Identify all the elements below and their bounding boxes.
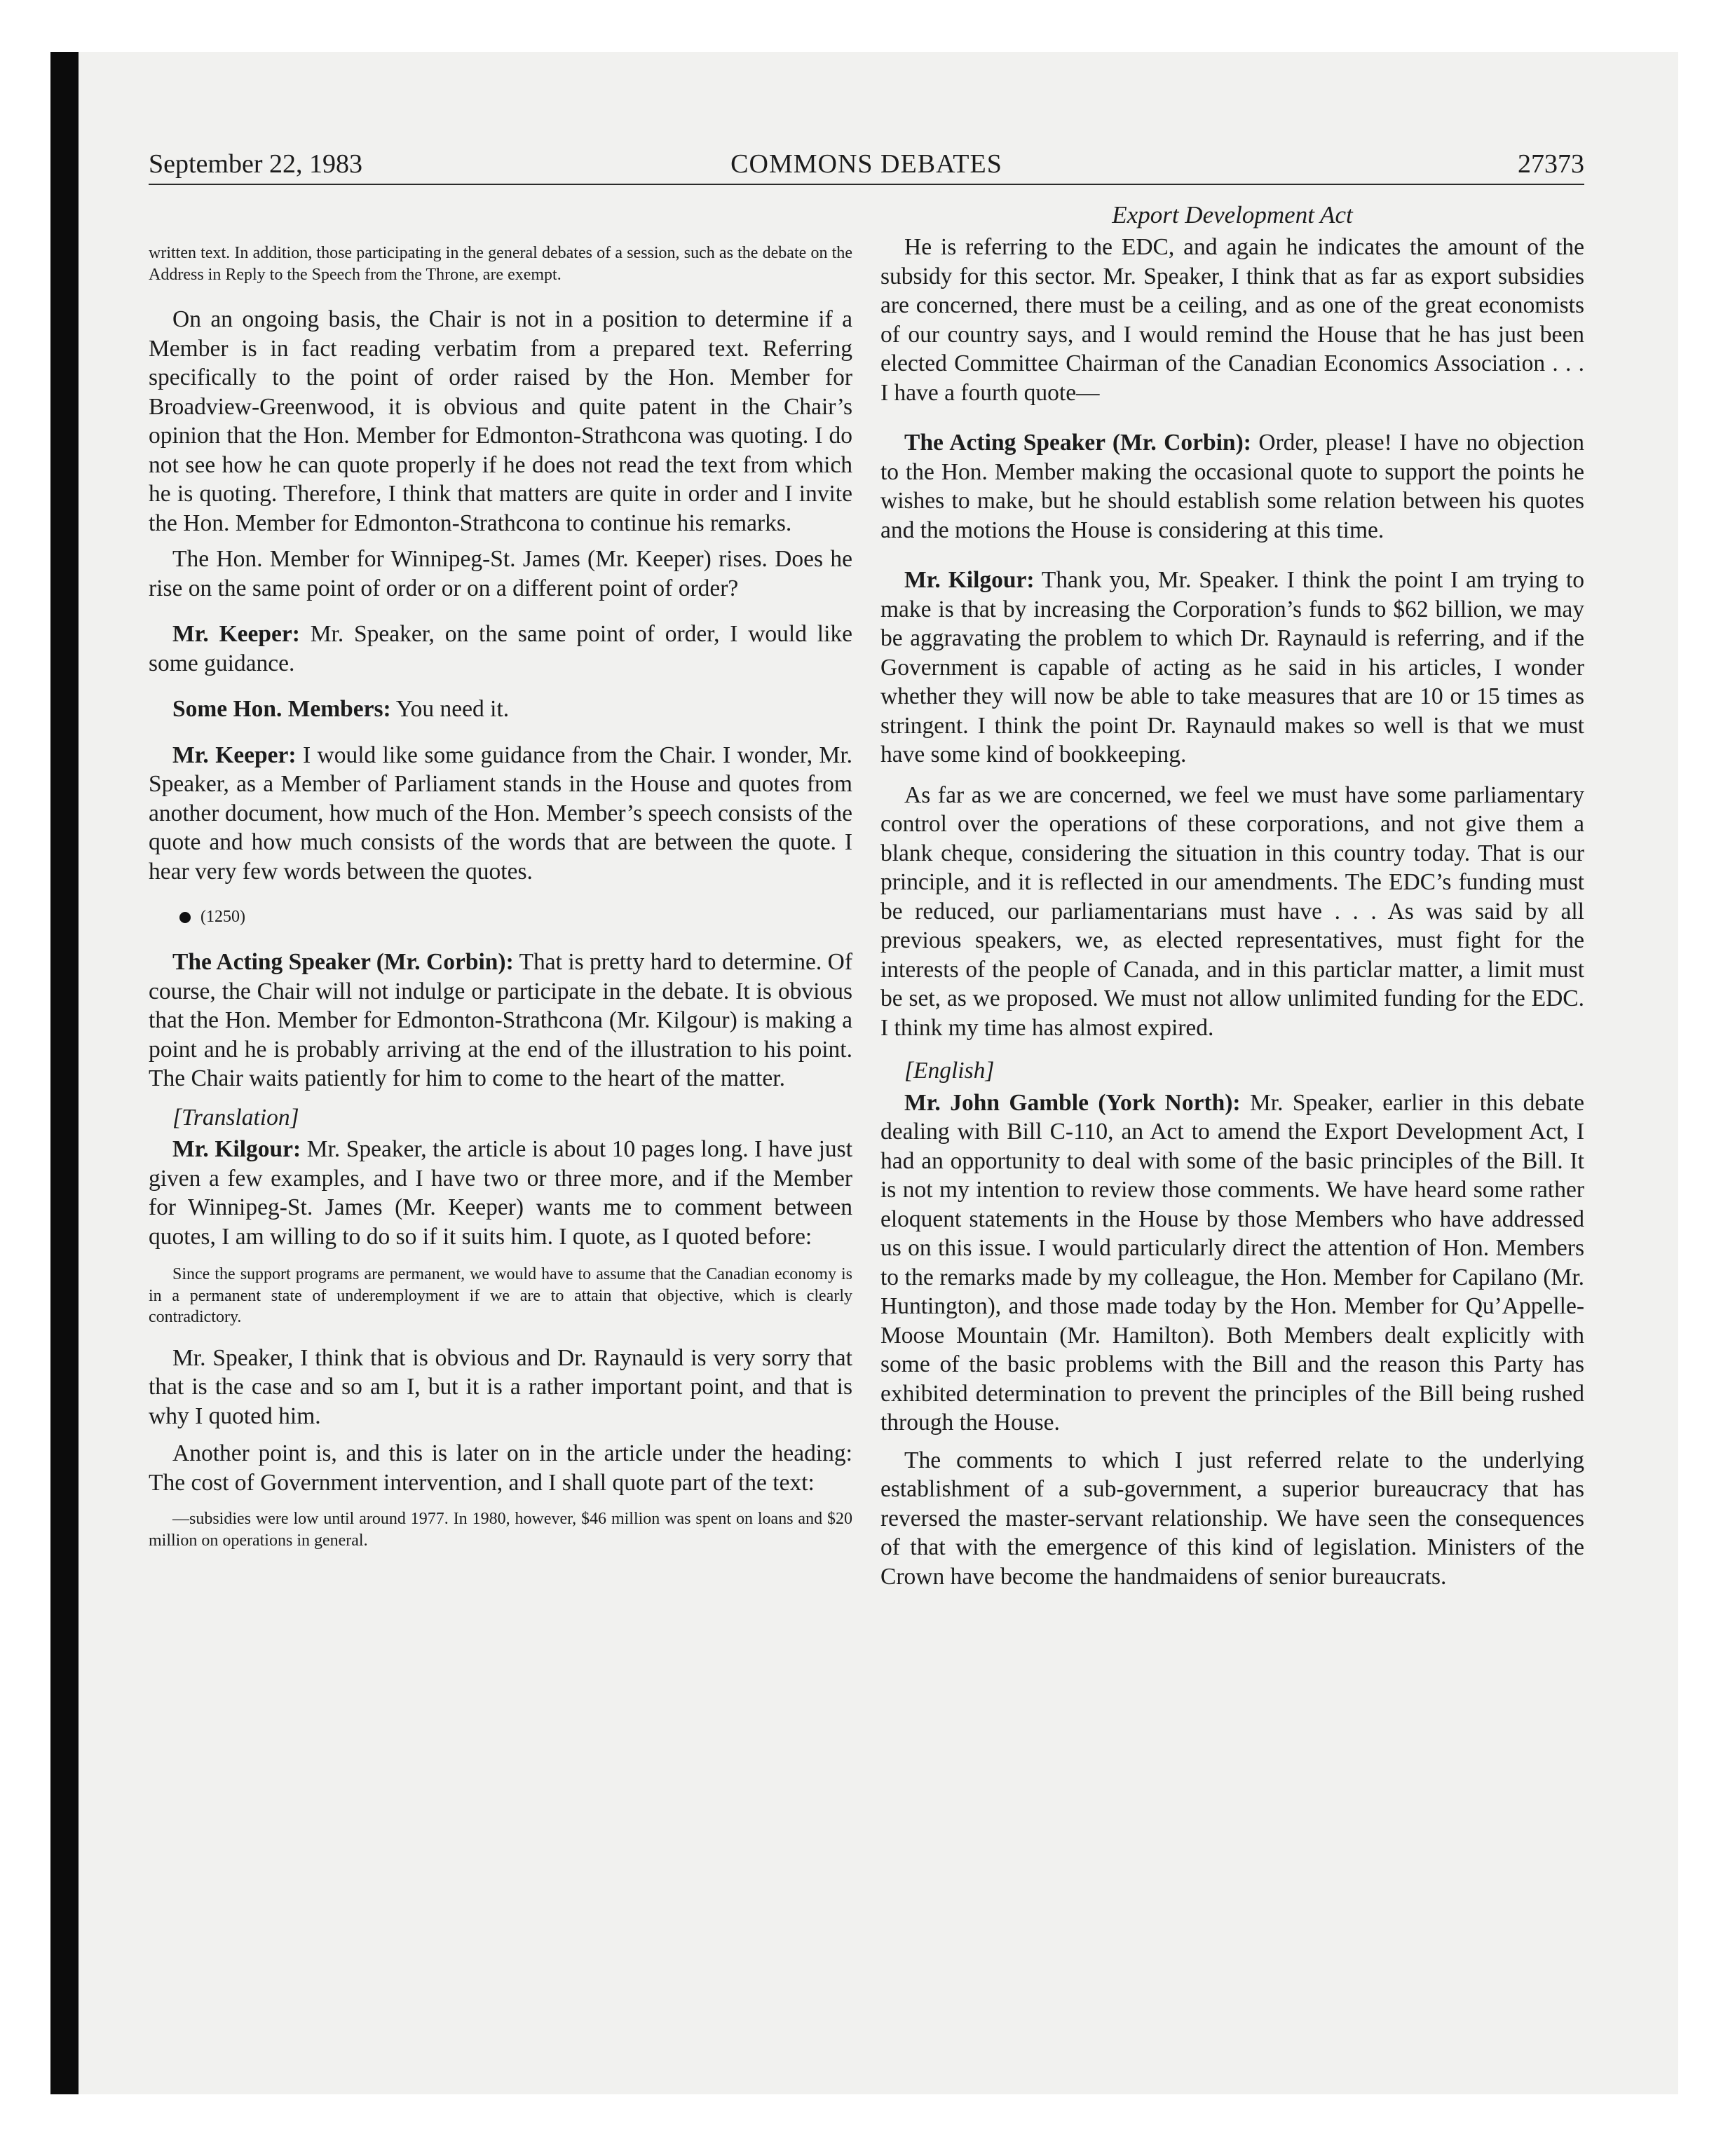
paragraph: He is referring to the EDC, and again he indicates the amount of the subsidy for this sector. Mr. Speaker, I think that as far as export subsidies are concerned, there must be a ceiling, and as one of the great economists of our country says, and I would remind the House that he has just been elected Committee Chairman of the Canadian Economics Association . . . I have a fourth quote— bbox=[880, 234, 1584, 406]
speaker-name: Mr. John Gamble (York North): bbox=[904, 1089, 1241, 1116]
speech-paragraph bbox=[149, 620, 852, 678]
left-column bbox=[149, 199, 852, 1551]
language-tag: [English] bbox=[904, 1058, 995, 1084]
running-title: Export Development Act bbox=[1112, 201, 1353, 228]
speech-paragraph bbox=[149, 695, 852, 724]
right-column bbox=[880, 199, 1584, 1591]
header-page-number: 27373 bbox=[1518, 149, 1584, 179]
speaker-name: Mr. Kilgour: bbox=[904, 567, 1035, 593]
language-tag: [Translation] bbox=[172, 1104, 299, 1131]
time-marker bbox=[149, 906, 852, 928]
paragraph: On an ongoing basis, the Chair is not in a position to determine if a Member is in fact reading verbatim from a prepared text. Referring specifically to the point of order raised by the Hon. Member for Broadview-Greenwood, it is obvious and quite patent in the Chair’s opinion that the Hon. Member for Edmonton-Strathcona was quoting. I do not see how he can quote properly if he does not read the text from which he is quoting. Therefore, I think that matters are quite in order and I invite the Hon. Member for Edmonton-Strathcona to continue his remarks. bbox=[149, 306, 852, 536]
speech-text: Mr. Speaker, earlier in this debate dealing with Bill C-110, an Act to amend the Export Development Act, I had an opportunity to deal with some of the basic principles of the Bill. It is not my intention to review those comments. We have heard some rather eloquent statements in the House by those Members who have addressed us on this issue. I would particularly direct the attention of Hon. Members to the remarks made by my colleague, the Hon. Member for Capilano (Mr. Huntington), and those made today by the Hon. Member for Qu’Appelle-Moose Mountain (Mr. Hamilton). Both Members dealt explicitly with some of the basic problems with the Bill and the reason this Party has exhibited determination to prevent the principles of the Bill being rushed through the House. bbox=[880, 1089, 1584, 1435]
speech-paragraph bbox=[880, 1089, 1584, 1438]
header-rule bbox=[149, 184, 1584, 185]
paragraph: Mr. Speaker, I think that is obvious and Dr. Raynauld is very sorry that that is the case and so am I, but it is a rather important point, and that is why I quoted him. bbox=[149, 1344, 852, 1429]
speech-paragraph bbox=[880, 566, 1584, 770]
paragraph: The Hon. Member for Winnipeg-St. James (Mr. Keeper) rises. Does he rise on the same point of order or on a different point of order? bbox=[149, 546, 852, 601]
speech-text: I would like some guidance from the Chair. I wonder, Mr. Speaker, as a Member of Parliament stands in the House and quotes from another document, how much of the Hon. Member’s speech consists of the quote and how much consists of the words that are between the quote. I hear very few words between the quotes. bbox=[149, 742, 853, 885]
speech-paragraph bbox=[880, 428, 1584, 545]
paragraph: Another point is, and this is later on in the article under the heading: The cost of Government intervention, and I shall quote part of the text: bbox=[149, 1440, 852, 1496]
block-quote: Since the support programs are permanent, we would have to assume that the Canadian economy is in a permanent state of underemployment if we are to attain that objective, which is clearly contradictory. bbox=[149, 1265, 852, 1326]
speech-text: Order, please! I have no objection to the Hon. Member making the occasional quote to support the points he wishes to make, but he should establish some relation between his quotes and the motions the House is considering at this time. bbox=[880, 430, 1584, 543]
paragraph: As far as we are concerned, we feel we must have some parliamentary control over the operations of these corporations, and not give them a blank cheque, considering the situation in this country today. That is our principle, and it is reflected in our amendments. The EDC’s funding must be reduced, our parliamentarians must have . . . As was said by all previous speakers, we, as elected representatives, must fight for the interests of the people of Canada, and in this particlar matter, a limit must be set, as we proposed. We must not allow unlimited funding for the EDC. I think my time has almost expired. bbox=[880, 782, 1584, 1041]
speech-text: That is pretty hard to determine. Of course, the Chair will not indulge or participate in the debate. It is obvious that the Hon. Member for Edmonton-Strathcona (Mr. Kilgour) is making a point and he is probably arriving at the end of the illustration to his point. The Chair waits patiently for him to come to the heart of the matter. bbox=[149, 949, 852, 1091]
speech-paragraph bbox=[149, 741, 852, 887]
speech-text: Mr. Speaker, the article is about 10 pages long. I have just given a few examples, and I have two or three more, and if the Member for Winnipeg-St. James (Mr. Keeper) wants me to comment between quotes, I am willing to do so if it suits him. I quote, as I quoted before: bbox=[149, 1136, 852, 1250]
speech-text: Mr. Speaker, on the same point of order, I would like some guidance. bbox=[149, 621, 853, 676]
header-title: COMMONS DEBATES bbox=[730, 149, 1002, 179]
speech-text: You need it. bbox=[390, 696, 510, 722]
speaker-name: The Acting Speaker (Mr. Corbin): bbox=[904, 430, 1251, 456]
speaker-name: The Acting Speaker (Mr. Corbin): bbox=[172, 949, 514, 975]
speech-paragraph bbox=[149, 1135, 852, 1251]
speaker-name: Some Hon. Members: bbox=[172, 696, 391, 722]
speaker-name: Mr. Kilgour: bbox=[172, 1136, 301, 1162]
page-header bbox=[149, 146, 1584, 185]
paragraph: The comments to which I just referred relate to the underlying establishment of a sub-government, a superior bureaucracy that has reversed the master-servant relationship. We have seen the consequences of that with the emergence of this kind of legislation. Ministers of the Crown have become the handmaidens of senior bureaucrats. bbox=[880, 1447, 1584, 1590]
paragraph: written text. In addition, those participating in the general debates of a session, such as the debate on the Address in Reply to the Speech from the Throne, are exempt. bbox=[149, 244, 852, 284]
speaker-name: Mr. Keeper: bbox=[172, 742, 297, 768]
time-marker-text: (1250) bbox=[200, 908, 245, 926]
header-date: September 22, 1983 bbox=[149, 149, 363, 179]
speech-paragraph bbox=[149, 948, 852, 1093]
speech-text: Thank you, Mr. Speaker. I think the point I am trying to make is that by increasing the Corporation’s funds to $62 billion, we may be aggravating the problem to which Dr. Raynauld is referring, and if the Government is capable of acting as he said in his articles, I wonder whether they will now be able to take measures that are 10 or 15 times as stringent. I think the point Dr. Raynauld makes so well is that we must have some kind of bookkeeping. bbox=[880, 567, 1584, 767]
block-quote: —subsidies were low until around 1977. In 1980, however, $46 million was spent on loans and $20 million on operations in general. bbox=[149, 1510, 852, 1550]
speaker-name: Mr. Keeper: bbox=[172, 621, 300, 647]
bullet-dot-icon bbox=[179, 912, 191, 923]
binding-edge bbox=[50, 52, 79, 2094]
